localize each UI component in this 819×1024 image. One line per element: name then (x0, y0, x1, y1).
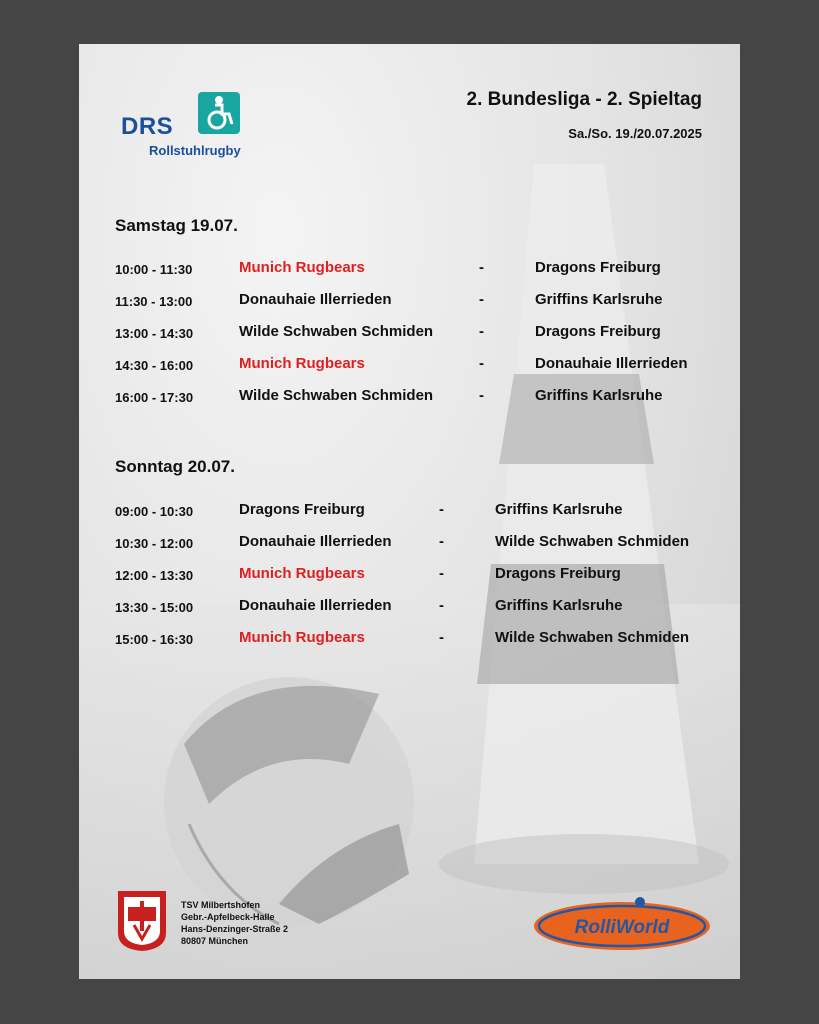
home-team: Donauhaie Illerrieden (239, 533, 392, 550)
game-time: 11:30 - 13:00 (115, 294, 193, 309)
versus-dash: - (439, 597, 444, 614)
versus-dash: - (439, 629, 444, 646)
game-time: 10:00 - 11:30 (115, 262, 193, 277)
game-time: 12:00 - 13:30 (115, 568, 194, 583)
versus-dash: - (439, 533, 444, 550)
game-time: 13:30 - 15:00 (115, 600, 194, 615)
drs-logo-subtitle: Rollstuhlrugby (149, 143, 241, 158)
drs-logo-text: DRS (121, 113, 174, 140)
game-time: 09:00 - 10:30 (115, 504, 194, 519)
game-time: 16:00 - 17:30 (115, 390, 194, 405)
home-team: Munich Rugbears (239, 629, 365, 646)
wheelchair-icon (198, 92, 240, 134)
event-date: Sa./So. 19./20.07.2025 (568, 126, 702, 141)
page-title: 2. Bundesliga - 2. Spieltag (466, 89, 702, 110)
away-team: Griffins Karlsruhe (535, 291, 663, 308)
away-team: Dragons Freiburg (495, 565, 621, 582)
address-line: 80807 München (181, 936, 249, 946)
home-team: Wilde Schwaben Schmiden (239, 387, 434, 404)
home-team: Munich Rugbears (239, 355, 365, 372)
versus-dash: - (479, 387, 484, 404)
ball-shape (164, 677, 414, 927)
rolliworld-logo (532, 896, 712, 952)
home-team: Munich Rugbears (239, 259, 365, 276)
venue-address (181, 899, 288, 947)
versus-dash: - (439, 501, 444, 518)
home-team: Dragons Freiburg (239, 501, 365, 518)
versus-dash: - (479, 355, 484, 372)
drs-logo (121, 92, 261, 162)
away-team: Wilde Schwaben Schmiden (495, 629, 690, 646)
away-team: Griffins Karlsruhe (535, 387, 663, 404)
versus-dash: - (479, 259, 484, 276)
address-line: Hans-Denzinger-Straße 2 (181, 924, 289, 934)
away-team: Dragons Freiburg (535, 323, 661, 340)
versus-dash: - (479, 323, 484, 340)
versus-dash: - (439, 565, 444, 582)
saturday-heading: Samstag 19.07. (115, 216, 238, 235)
game-time: 13:00 - 14:30 (115, 326, 194, 341)
game-time: 14:30 - 16:00 (115, 358, 194, 373)
away-team: Wilde Schwaben Schmiden (495, 533, 690, 550)
home-team: Donauhaie Illerrieden (239, 291, 392, 308)
home-team: Wilde Schwaben Schmiden (239, 323, 434, 340)
home-team: Munich Rugbears (239, 565, 365, 582)
poster (79, 44, 740, 979)
tsv-milbertshofen-logo (116, 889, 168, 953)
away-team: Dragons Freiburg (535, 259, 661, 276)
away-team: Donauhaie Illerrieden (535, 355, 688, 372)
game-time: 10:30 - 12:00 (115, 536, 194, 551)
home-team: Donauhaie Illerrieden (239, 597, 392, 614)
address-line: TSV Milbertshofen (181, 900, 261, 910)
sunday-heading: Sonntag 20.07. (115, 457, 235, 476)
away-team: Griffins Karlsruhe (495, 597, 623, 614)
game-time: 15:00 - 16:30 (115, 632, 194, 647)
away-team: Griffins Karlsruhe (495, 501, 623, 518)
versus-dash: - (479, 291, 484, 308)
address-line: Gebr.-Apfelbeck-Halle (181, 912, 275, 922)
sponsor-name: RolliWorld (574, 917, 670, 938)
